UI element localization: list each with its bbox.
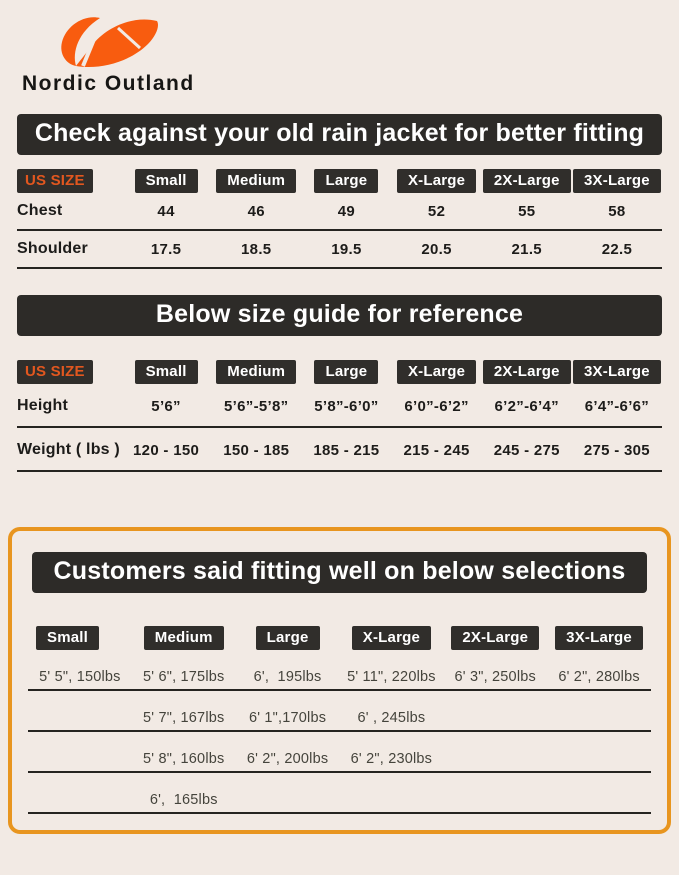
jacket-measure-table — [17, 169, 662, 269]
table-cell: 46 — [247, 202, 265, 220]
row-label: Height — [17, 397, 68, 414]
size-chip-3xlarge: 3X-Large — [573, 169, 661, 193]
customer-cell: 6' 2", 200lbs — [246, 751, 329, 767]
customer-row — [28, 650, 651, 691]
size-chip-3xlarge: 3X-Large — [555, 626, 643, 650]
table-cell: 21.5 — [511, 240, 542, 258]
table-cell: 185 - 215 — [313, 441, 380, 459]
size-chip-small: Small — [135, 169, 198, 193]
size-chip-2xlarge: 2X-Large — [483, 360, 571, 384]
table-cell: 5’8”-6’0” — [314, 397, 379, 415]
table-cell: 245 - 275 — [493, 441, 560, 459]
size-chip-xlarge: X-Large — [352, 626, 431, 650]
customer-cell: 6' 2", 230lbs — [350, 751, 433, 767]
table-row-shoulder — [17, 231, 662, 269]
size-chip-medium: Medium — [216, 169, 296, 193]
customer-row — [28, 691, 651, 732]
table-header-row — [17, 169, 662, 193]
table-cell: 52 — [427, 202, 446, 220]
size-guide-table — [17, 360, 662, 472]
table-cell: 55 — [518, 202, 536, 220]
size-chip-2xlarge: 2X-Large — [451, 626, 539, 650]
customer-fitting-box — [8, 527, 671, 834]
size-chip-2xlarge: 2X-Large — [483, 169, 571, 193]
section2-banner: Below size guide for reference — [17, 295, 662, 336]
customer-cell: 6' 3", 250lbs — [454, 669, 536, 685]
row-label: Chest — [17, 202, 63, 219]
brand-name: Nordic Outland — [22, 72, 195, 95]
table-cell: 275 - 305 — [583, 441, 650, 459]
size-chip-medium: Medium — [216, 360, 296, 384]
size-chip-xlarge: X-Large — [397, 169, 476, 193]
section3-banner: Customers said fitting well on below selections — [32, 552, 647, 593]
size-chip-large: Large — [314, 360, 378, 384]
customer-cell: 6', 195lbs — [253, 669, 322, 685]
customer-cell: 5' 5", 150lbs — [39, 669, 121, 685]
table-cell: 49 — [337, 202, 356, 220]
brand-logo-icon — [56, 14, 160, 70]
table-cell: 120 - 150 — [133, 441, 200, 459]
customer-cell: 5' 6", 175lbs — [143, 669, 225, 685]
table-cell: 6’4”-6’6” — [584, 397, 650, 415]
customer-cell: 5' 8", 160lbs — [143, 751, 225, 767]
table-cell: 5’6” — [151, 397, 181, 415]
table-row-chest — [17, 193, 662, 231]
customer-cell: 6' 1",170lbs — [248, 710, 327, 726]
size-chip-large: Large — [256, 626, 320, 650]
us-size-chip: US SIZE — [17, 169, 93, 193]
section1-banner: Check against your old rain jacket for better fitting — [17, 114, 662, 155]
us-size-chip: US SIZE — [17, 360, 93, 384]
size-chip-3xlarge: 3X-Large — [573, 360, 661, 384]
table-cell: 150 - 185 — [223, 441, 290, 459]
size-chip-small: Small — [36, 626, 99, 650]
table-cell: 6’0”-6’2” — [404, 397, 469, 415]
size-chip-xlarge: X-Large — [397, 360, 476, 384]
customer-cell: 6', 165lbs — [149, 792, 218, 808]
customer-cell: 6' , 245lbs — [357, 710, 426, 726]
size-chip-small: Small — [135, 360, 198, 384]
brand-logo — [0, 0, 679, 100]
table-header-row — [28, 626, 651, 650]
table-cell: 17.5 — [150, 240, 182, 258]
table-cell: 58 — [608, 202, 626, 220]
table-cell: 20.5 — [421, 240, 452, 258]
customer-row — [28, 773, 651, 814]
table-row-height — [17, 384, 662, 428]
size-chip-large: Large — [314, 169, 378, 193]
customer-cell: 5' 11", 220lbs — [347, 669, 436, 685]
row-label: Shoulder — [17, 240, 88, 257]
table-cell: 215 - 245 — [403, 441, 470, 459]
table-cell: 22.5 — [601, 240, 633, 258]
customer-cell: 6' 2", 280lbs — [558, 669, 640, 685]
row-label: Weight ( lbs ) — [17, 441, 120, 458]
table-cell: 19.5 — [331, 240, 362, 258]
table-row-weight — [17, 428, 662, 472]
table-header-row — [17, 360, 662, 384]
customer-cell: 5' 7", 167lbs — [143, 710, 225, 726]
size-chip-medium: Medium — [144, 626, 224, 650]
table-cell: 6’2”-6’4” — [494, 397, 559, 415]
table-cell: 18.5 — [241, 240, 272, 258]
table-cell: 44 — [157, 202, 175, 220]
table-cell: 5’6”-5’8” — [224, 397, 289, 415]
customer-row — [28, 732, 651, 773]
